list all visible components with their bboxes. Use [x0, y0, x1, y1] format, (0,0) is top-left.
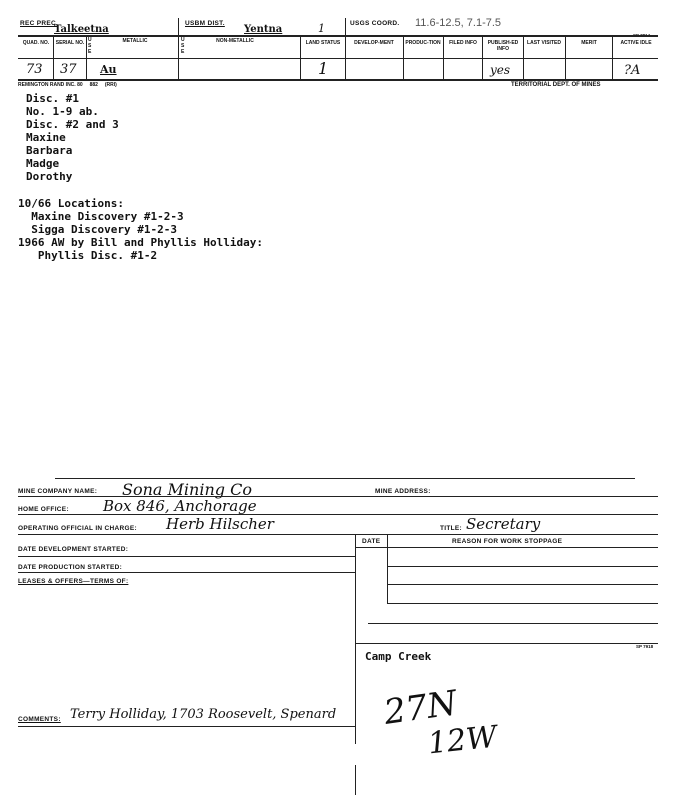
col-use-nonmetallic: U S E — [181, 37, 185, 55]
form-rule — [355, 547, 658, 548]
location-line: 1966 AW by Bill and Phyllis Holliday: — [18, 236, 264, 249]
header-divider — [523, 36, 524, 79]
form-vertical-divider — [387, 534, 388, 604]
note-line: Dorothy — [26, 170, 73, 183]
form-vertical-divider — [355, 534, 356, 744]
form-number-bottom: SP 7918 — [636, 644, 654, 649]
col-land-status: LAND STATUS — [305, 40, 341, 46]
comments-value: Terry Holliday, 1703 Roosevelt, Spenard — [70, 707, 337, 722]
header-rule-mid — [18, 58, 658, 59]
form-rule — [368, 623, 658, 624]
header-divider — [178, 18, 179, 79]
col-filed-info: FILED INFO — [449, 40, 477, 46]
header-divider — [345, 18, 346, 79]
form-rule — [355, 643, 658, 644]
operating-official-label: OPERATING OFFICIAL IN CHARGE: — [18, 525, 137, 532]
form-rule — [18, 572, 355, 573]
range-hand: 12W — [426, 719, 499, 762]
form-number-top: SP 7814 — [633, 33, 651, 38]
title-value: Secretary — [466, 515, 541, 533]
township-hand: 27N — [381, 683, 460, 733]
reason-header: REASON FOR WORK STOPPAGE — [452, 538, 563, 545]
home-office-label: HOME OFFICE: — [18, 506, 69, 513]
comments-label: COMMENTS: — [18, 716, 61, 723]
location-line: Sigga Discovery #1-2-3 — [18, 223, 177, 236]
row-metallic: Au — [100, 63, 117, 76]
form-rule — [387, 566, 658, 567]
note-line: Madge — [26, 157, 60, 170]
note-line: Barbara — [26, 144, 73, 157]
header-rule-top — [18, 35, 658, 37]
rec-prec-value: Talkeetna — [54, 24, 109, 35]
note-line: Disc. #2 and 3 — [26, 118, 119, 131]
col-metallic: METALLIC — [122, 38, 148, 44]
rec-prec-label: REC PREC. — [20, 20, 59, 27]
header-divider — [300, 36, 301, 79]
col-production: PRODUC-TION — [405, 40, 441, 46]
header-divider — [565, 36, 566, 79]
location-line: 10/66 Locations: — [18, 197, 124, 210]
note-line: No. 1-9 ab. — [26, 105, 99, 118]
header-divider — [403, 36, 404, 79]
prod-started-label: DATE PRODUCTION STARTED: — [18, 564, 123, 571]
dev-started-label: DATE DEVELOPMENT STARTED: — [18, 546, 129, 553]
form-rule — [18, 556, 355, 557]
header-divider — [443, 36, 444, 79]
printer-line: REMINGTON RAND INC. 80 882 (RRI) — [18, 82, 117, 88]
usgs-coord-value: 11.6-12.5, 7.1-7.5 — [415, 17, 502, 29]
form-vertical-divider — [355, 765, 356, 795]
form-rule — [18, 726, 355, 727]
col-last-visited: LAST VISITED — [527, 40, 561, 46]
col-serial-no: SERIAL NO. — [55, 40, 85, 46]
col-non-metallic: NON-METALLIC — [216, 38, 254, 44]
row-land-status: 1 — [318, 59, 329, 78]
mine-company-label: MINE COMPANY NAME: — [18, 488, 98, 495]
operating-official-value: Herb Hilscher — [166, 515, 274, 533]
header-divider — [612, 36, 613, 79]
col-development: DEVELOP-MENT — [354, 40, 394, 46]
claim-notes — [26, 92, 119, 183]
col-active-idle: ACTIVE IDLE — [620, 40, 652, 46]
col-quad-no: QUAD. NO. — [22, 40, 50, 46]
note-line: Maxine — [26, 131, 66, 144]
usbm-dist-value: Yentna — [244, 24, 283, 35]
location-line: Maxine Discovery #1-2-3 — [18, 210, 184, 223]
usbm-dist-label: USBM DIST. — [185, 20, 225, 27]
row-quad-no: 73 — [26, 62, 43, 77]
location-text: Camp Creek — [365, 650, 432, 663]
usbm-dist-mark: 1 — [318, 22, 325, 35]
location-line: Phyllis Disc. #1-2 — [18, 249, 158, 262]
leases-label: LEASES & OFFERS—TERMS OF: — [18, 578, 129, 585]
mine-address-label: MINE ADDRESS: — [375, 488, 431, 495]
form-rule — [387, 603, 658, 604]
form-rule — [55, 478, 635, 479]
row-published-info: yes — [490, 63, 511, 77]
form-rule — [18, 514, 658, 515]
header-divider — [482, 36, 483, 79]
form-rule — [387, 584, 658, 585]
header-rule-bottom — [18, 79, 658, 81]
usgs-coord-label: USGS COORD. — [350, 20, 400, 27]
col-published-info: PUBLISH-ED INFO — [487, 40, 519, 52]
header-divider — [86, 36, 87, 79]
mine-company-value: Sona Mining Co — [122, 480, 252, 499]
home-office-value: Box 846, Anchorage — [103, 497, 257, 515]
header-divider — [53, 36, 54, 79]
row-serial-no: 37 — [60, 62, 77, 77]
locations-notes — [18, 197, 263, 262]
note-line: Disc. #1 — [26, 92, 79, 105]
row-active-idle: ?A — [624, 63, 641, 78]
col-use-metallic: U S E — [88, 37, 92, 55]
date-header: DATE — [362, 538, 381, 545]
title-label: TITLE: — [440, 525, 463, 532]
col-merit: MERIT — [581, 40, 597, 46]
form-rule — [18, 534, 658, 535]
dept-name: TERRITORIAL DEPT. OF MINES — [511, 82, 601, 88]
